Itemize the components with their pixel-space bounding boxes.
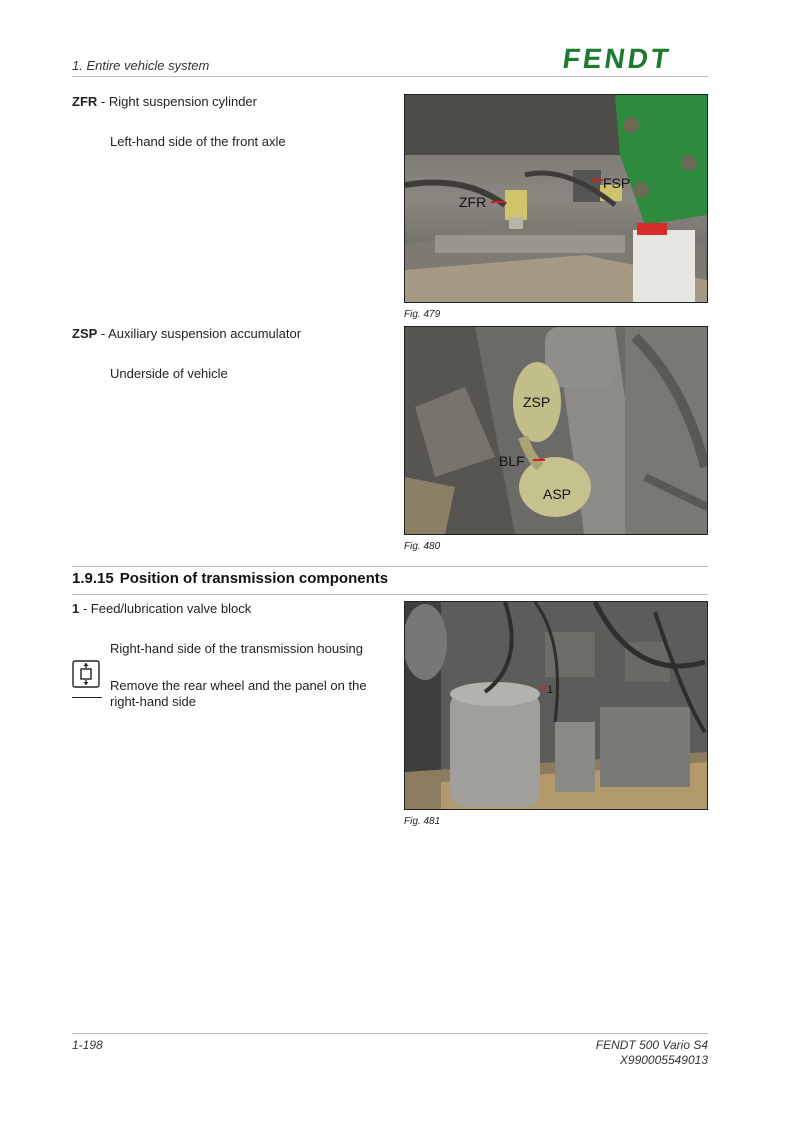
callout-1: 1 bbox=[547, 684, 554, 696]
callout-asp: ASP bbox=[543, 486, 572, 502]
item-code: ZSP bbox=[72, 326, 98, 341]
callout-zfr: ZFR bbox=[459, 194, 487, 210]
removal-icon bbox=[72, 660, 102, 690]
section-rule-bottom bbox=[72, 594, 708, 595]
callout-blf: BLF bbox=[499, 453, 525, 469]
model-name: FENDT 500 Vario S4 bbox=[595, 1038, 708, 1052]
item-zsp-label: ZSP - Auxiliary suspension accumulator bbox=[72, 326, 302, 341]
document-number: X990005549013 bbox=[619, 1053, 708, 1067]
callout-zsp: ZSP bbox=[523, 394, 551, 410]
item-name: Auxiliary suspension accumulator bbox=[108, 326, 302, 341]
section-heading bbox=[72, 570, 388, 587]
item-zfr-description: Left-hand side of the front axle bbox=[110, 134, 286, 149]
footer-rule bbox=[72, 1033, 708, 1034]
fendt-logo bbox=[563, 44, 709, 77]
section-number: 1.9.15 bbox=[72, 570, 114, 587]
item-code: ZFR bbox=[72, 94, 98, 109]
header-rule bbox=[72, 76, 708, 77]
callout-fsp: FSP bbox=[603, 175, 631, 191]
item-name: Right suspension cylinder bbox=[108, 94, 257, 109]
note-underline bbox=[72, 697, 102, 698]
figure-481-photo bbox=[404, 601, 708, 810]
figure-480-photo bbox=[404, 326, 708, 535]
section-item-note: Remove the rear wheel and the panel on the right-hand side bbox=[110, 678, 367, 709]
figure-caption: Fig. 479 bbox=[404, 309, 441, 320]
section-title: Position of transmission components bbox=[119, 570, 389, 587]
page-number: 1-198 bbox=[72, 1038, 103, 1052]
item-code: 1 bbox=[72, 601, 80, 616]
item-zfr-label: ZFR - Right suspension cylinder bbox=[72, 94, 257, 109]
svg-text:FENDT: FENDT bbox=[563, 44, 674, 72]
footer-info bbox=[596, 1038, 708, 1068]
figure-479-photo bbox=[404, 94, 708, 303]
section-rule-top bbox=[72, 566, 708, 567]
header-section-title: 1. Entire vehicle system bbox=[72, 58, 210, 73]
figure-caption: Fig. 481 bbox=[404, 816, 441, 827]
figure-caption: Fig. 480 bbox=[404, 541, 441, 552]
section-item-label: 1 - Feed/lubrication valve block bbox=[72, 601, 252, 616]
section-item-description: Right-hand side of the transmission housing bbox=[110, 641, 363, 656]
item-name: Feed/lubrication valve block bbox=[90, 601, 252, 616]
item-zsp-description: Underside of vehicle bbox=[110, 366, 228, 381]
